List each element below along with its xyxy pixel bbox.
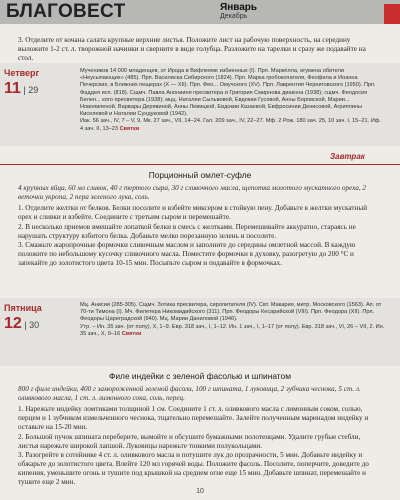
recipe-title: Порционный омлет-суфле — [148, 170, 252, 180]
month-title: Январь — [220, 2, 258, 13]
meal-divider — [0, 164, 400, 165]
recipe-title: Филе индейки с зеленой фасолью и шпинатом — [109, 371, 291, 381]
saints-list: Мучеников 14 000 младенцев, от Ирода в Вифлееме избиенных (I). Прп. Маркéлла, игумена обители «Неусыпающих» (485). Прп. Василиска Сибирского (1824). Прп. Марка гробокопателя, Феофила и Иоанна Печерских, в Ближних пещерах (X — XII). Прп. Фео... Омучского (XV). Прп. Лаврентия Черниговского (1950). Прп. Фаддея исп. (818). Сщмч. Павла Анонииня пресвитера и Григория Смирнова диакона (1938); сщмч. Феодосия Белен... кого пресвитера (1938); мцц. Наталии Сыльвовой, Евдокии Гусевой, Анны Боровской, Марии... Новоявленой, Варвары Дерявиной, Анны Левицкой, Евдокии Казаевой, Евфросинии Денисовой, Агриппины Киселевой и Наталии Сундуковой (1942). — [80, 68, 376, 118]
page-tab-marker — [384, 4, 400, 24]
day-separator: | — [20, 85, 29, 95]
recipe-step: 3. Разогрейте в сотейнике 4 ст. л. оливкового масла и потушите лук до прозрачности, 5 мин. Добавьте индейку и обжарьте до золотистого цвета. Влейте 120 мл горячей воды. Положите фасоль. Посолите, поперчите, доведите до кипения, уменьшите огонь и тушите под крышкой на среднем огне еще 15 мин. Добавьте шпинат, перемешайте и тушите еще 2 мин. — [18, 451, 369, 486]
day-old: 29 — [28, 85, 39, 95]
readings-emph: Святки — [121, 330, 142, 337]
recipe-steps — [18, 204, 380, 269]
month-header — [220, 2, 257, 20]
day-block-thursday — [0, 63, 400, 146]
day-new: 12 — [4, 315, 22, 332]
saints-list: Мц. Анисии (285-305). Сщмч. Зотика пресвитера, сиропитателя (IV). Свт. Макария, митр. Московского (1563). Ап. от 70-ти Тимона (I). Мч. Филетера Никомидийского (311). Прп. Феодоры Кесарийской (VIII). Прп. Феодора (XII). Прп. Феодоры Цареградской (940). Мц. Марии Даниловой (1946). — [80, 302, 382, 323]
weekday-label: Пятница — [4, 303, 42, 313]
header-bar — [0, 0, 400, 24]
weekday-label: Четверг — [4, 68, 40, 78]
readings: Утр. – Ин. 35 зач. (от полу), X, 1–9. Евр. 318 зач., I, 1–12. Ин. 1 зач., I, 1–17 (от полу). Евр. 318 зач., VI, 26 – VII, 2. Ин. 35 зач., X, 9–16 — [80, 323, 385, 337]
readings: Иак. 56 зач., IV, 7 – V, 9. Мк. 27 зач., VII, 14–24. Гал. 209 зач., IV, 22–27. Мф. 2 Рож. 180 зач. 25, 10 зач. I, 15–21. Иф. 4 зач. II, 13–23 — [80, 118, 381, 132]
recipe-steps — [18, 405, 380, 488]
month-subtitle: Декабрь — [220, 13, 248, 20]
page-number: 10 — [196, 488, 204, 495]
recipe-step: 1. Отделите желтки от белков. Белки посолите и взбейте миксером в стойкую пену. Добавьте в желтки мускатный орех и сливки и взбейте. Соедините с третьим сыром и перемешайте. — [18, 204, 368, 221]
saints-text — [80, 302, 385, 338]
day-block-friday — [0, 298, 400, 366]
recipe-ingredients: 4 крупных яйца, 60 мл сливок, 40 г тертого сыра, 30 г сливочного масла, щепотка молотого мускатного ореха, 2 веточки укропа, 2 пера зеленого лука, соль. — [18, 184, 367, 201]
day-number — [4, 315, 39, 333]
brand-logo: БЛАГОВЕСТ — [6, 1, 126, 22]
recipe-step: 2. В несколько приемов вмешайте лопаткой белки в смесь с желтками. Перемешивайте аккуратно, стараясь не нарушать структуру взбитого белка. Добавьте мелко порезанную зелень и посолите. — [18, 222, 356, 240]
recipe-step: 3. Смажьте жаропрочные формочки сливочным маслом и заполните до середины омлетной массой. В каждую положите по небольшому кусочку сливочного масла. Поместите формочки в духовку, разогретую до 200 °С и запекайте до золотистого цвета 10-15 мин. Посыпьте сыром и подавайте в формочках. — [18, 241, 356, 267]
day-separator: | — [21, 320, 30, 330]
recipe-step: 2. Большой пучок шпината переберите, вымойте и обсушите бумажными полотенцами. Удалите грубые стебли, листья нарежьте широкой лапшой. Луковицы нарежьте тонкими полукольцами. — [18, 432, 361, 450]
readings-emph: Святки — [119, 125, 140, 132]
recipe-step: 1. Нарежьте индейку ломтиками толщиной 1 см. Соедините 1 ст. л. оливкового масла с лимонным соком, солью, перцем и 1 зубчиком измельченного чеснока, тщательно перемешайте. Залейте полученным маринадом индейку и оставьте на 15-20 мин. — [18, 405, 369, 431]
recipe-ingredients: 800 г филе индейки, 400 г замороженной зеленой фасоли, 100 г шпината, 1 луковица, 2 зубчика чеснока, 5 ст. л. оливкового масла, 1 ст. л. лимонного сока, соль, перец. — [18, 385, 361, 402]
day-number — [4, 80, 38, 98]
day-new: 11 — [4, 80, 21, 97]
saints-text — [80, 68, 385, 133]
meal-label-breakfast: Завтрак — [330, 152, 365, 161]
day-old: 30 — [29, 320, 40, 330]
intro-step: 3. Отделите от кочана салата крупные верхние листья. Положите лист на рабочую поверхность, на середину выложите 1-2 ст. л. творожной начинки и сверните в виде голубца. Разложите на тарелки и сразу же подавайте на стол. — [18, 36, 366, 62]
